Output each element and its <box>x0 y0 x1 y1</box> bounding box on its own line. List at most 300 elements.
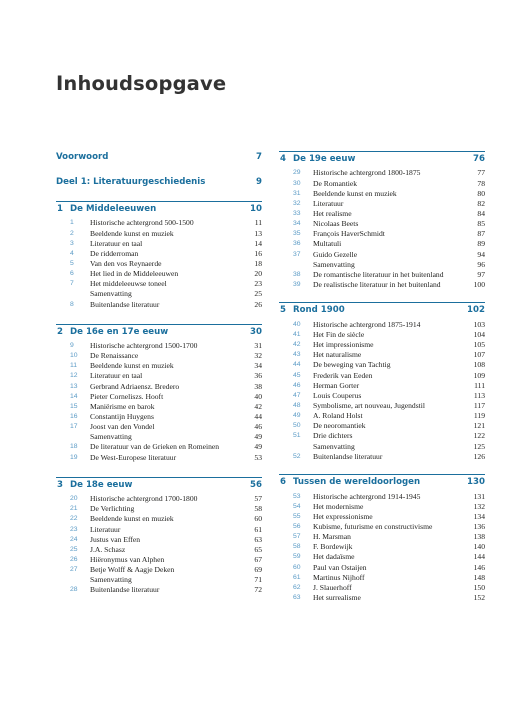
toc-entry[interactable] <box>279 573 485 583</box>
toc-entry-title: Buitenlandse literatuur <box>90 299 160 309</box>
toc-entry-number: 23 <box>70 525 78 533</box>
toc-entry[interactable] <box>279 239 485 249</box>
toc-entry[interactable] <box>279 542 485 552</box>
toc-entry-title: De romantische literatuur in het buitenland <box>313 269 444 279</box>
toc-entry[interactable] <box>56 494 262 504</box>
toc-entry-title: Drie dichters <box>313 431 353 441</box>
toc-entry-number: 7 <box>70 280 74 288</box>
toc-entry-title: Louis Couperus <box>313 390 362 400</box>
toc-entry-page: 23 <box>254 279 262 289</box>
toc-entry[interactable] <box>56 422 262 432</box>
toc-entry-page: 14 <box>254 238 262 248</box>
toc-entry[interactable] <box>56 453 262 463</box>
toc-entry-number: 56 <box>293 523 301 531</box>
toc-entry-number: 30 <box>293 179 301 187</box>
toc-entry[interactable] <box>279 411 485 421</box>
toc-entry-title: Historische achtergrond 1914-1945 <box>313 491 421 501</box>
toc-entry[interactable] <box>279 522 485 532</box>
toc-entry-page: 60 <box>254 514 262 524</box>
toc-entry-number: 53 <box>293 492 301 500</box>
toc-entry-title: Beeldende kunst en muziek <box>90 228 174 238</box>
toc-entry-number: 9 <box>70 342 74 350</box>
chapter-heading[interactable] <box>56 477 262 493</box>
toc-entry-deel-1[interactable] <box>56 176 262 189</box>
toc-entry-number: 49 <box>293 412 301 420</box>
chapter-section <box>56 324 262 463</box>
toc-entry[interactable] <box>279 189 485 199</box>
toc-entry-number: 34 <box>293 220 301 228</box>
toc-entry[interactable] <box>56 259 262 269</box>
toc-entry-page: 148 <box>473 572 485 582</box>
toc-entry-title: Frederik van Eeden <box>313 370 373 380</box>
toc-entry[interactable] <box>56 279 262 289</box>
toc-entry-number: 39 <box>293 280 301 288</box>
toc-entry-title: Paul van Ostaijen <box>313 562 367 572</box>
toc-entry-number: 58 <box>293 543 301 551</box>
toc-entry[interactable] <box>56 289 262 299</box>
page-title: Inhoudsopgave <box>56 72 227 95</box>
toc-entry[interactable] <box>279 563 485 573</box>
chapter-page: 56 <box>250 479 262 490</box>
chapter-section <box>279 151 485 290</box>
toc-entry-page: 34 <box>254 361 262 371</box>
toc-entry-title: De realistische literatuur in het buitenland <box>313 279 441 289</box>
chapter-heading[interactable] <box>56 324 262 340</box>
toc-entry-number: 19 <box>70 453 78 461</box>
toc-entry[interactable] <box>279 350 485 360</box>
toc-entry-page: 71 <box>254 575 262 585</box>
toc-entry[interactable] <box>279 360 485 370</box>
toc-entry-number: 1 <box>70 219 74 227</box>
toc-entry-number: 57 <box>293 533 301 541</box>
toc-entry-number: 55 <box>293 512 301 520</box>
toc-entry-title: Het naturalisme <box>313 350 362 360</box>
toc-entry[interactable] <box>279 199 485 209</box>
toc-entry[interactable] <box>56 218 262 228</box>
toc-entry-page: 138 <box>473 532 485 542</box>
toc-entry-title: Voorwoord <box>56 152 109 162</box>
toc-entry-number: 37 <box>293 250 301 258</box>
toc-entry-number: 59 <box>293 553 301 561</box>
toc-entry[interactable] <box>279 280 485 290</box>
toc-entry-number: 38 <box>293 270 301 278</box>
toc-entry-page: 61 <box>254 524 262 534</box>
toc-entry-title: J.A. Schasz <box>90 544 126 554</box>
toc-entry-title: Samenvatting <box>90 289 132 299</box>
toc-entry-title: De Romantiek <box>313 178 358 188</box>
toc-entry-title: Literatuur <box>90 524 121 534</box>
toc-entry[interactable] <box>279 179 485 189</box>
toc-entry-title: Beeldende kunst en muziek <box>90 514 174 524</box>
chapter-number: 1 <box>57 204 63 214</box>
chapter-heading[interactable] <box>279 474 485 490</box>
toc-entry[interactable] <box>56 555 262 565</box>
chapter-page: 30 <box>250 326 262 337</box>
toc-entry-title: Historische achtergrond 1500-1700 <box>90 341 198 351</box>
toc-entry[interactable] <box>279 583 485 593</box>
toc-entry-number: 51 <box>293 432 301 440</box>
toc-entry-title: Het middeleeuwse toneel <box>90 279 167 289</box>
toc-entry[interactable] <box>56 442 262 452</box>
toc-entry-number: 24 <box>70 535 78 543</box>
chapter-page: 130 <box>467 477 485 488</box>
chapter-title: De 18e eeuw <box>70 479 133 490</box>
toc-entry-number: 45 <box>293 371 301 379</box>
toc-entry-title: Guido Gezelle <box>313 249 358 259</box>
toc-entry-page: 20 <box>254 269 262 279</box>
toc-entry[interactable] <box>56 382 262 392</box>
toc-entry-title: De ridderroman <box>90 248 139 258</box>
front-matter <box>56 151 262 189</box>
toc-entry-page: 69 <box>254 565 262 575</box>
toc-entry-page: 111 <box>474 380 485 390</box>
toc-entry[interactable] <box>279 593 485 603</box>
toc-entry[interactable] <box>56 575 262 585</box>
toc-entry-title: Kubisme, futurisme en constructivisme <box>313 522 433 532</box>
toc-entry[interactable] <box>279 421 485 431</box>
toc-entry-title: Maniërisme en barok <box>90 401 155 411</box>
toc-entry-number: 20 <box>70 495 78 503</box>
toc-entry-number: 22 <box>70 515 78 523</box>
toc-entry-number: 8 <box>70 300 74 308</box>
toc-entry-page: 72 <box>254 585 262 595</box>
toc-column-left <box>56 151 262 610</box>
toc-entry-number: 46 <box>293 381 301 389</box>
toc-entry-title: Beeldende kunst en muziek <box>313 188 397 198</box>
chapter-number: 5 <box>280 305 286 316</box>
toc-entry-number: 36 <box>293 240 301 248</box>
toc-entry-title: De West-Europese literatuur <box>90 452 177 462</box>
toc-entry-page: 18 <box>254 258 262 268</box>
toc-entry-page: 85 <box>477 219 485 229</box>
toc-entry-number: 25 <box>70 545 78 553</box>
toc-entry-page: 89 <box>477 239 485 249</box>
toc-entry-title: F. Bordewijk <box>313 542 353 552</box>
toc-entry-title: Historische achtergrond 500-1500 <box>90 218 194 228</box>
toc-entry-title: Het expressionisme <box>313 511 373 521</box>
chapter-number: 6 <box>280 477 286 488</box>
toc-entry-title: Het lied in de Middeleeuwen <box>90 269 179 279</box>
toc-entry-page: 119 <box>473 411 485 421</box>
toc-entry[interactable] <box>56 402 262 412</box>
toc-entry[interactable] <box>56 565 262 575</box>
toc-entry-page: 100 <box>473 279 485 289</box>
toc-entry-page: 31 <box>254 341 262 351</box>
toc-entry[interactable] <box>279 330 485 340</box>
toc-entry-title: A. Roland Holst <box>313 411 363 421</box>
toc-entry-number: 13 <box>70 382 78 390</box>
toc-entry-page: 104 <box>473 330 485 339</box>
toc-entry-title: Literatuur en taal <box>90 238 143 248</box>
toc-entry[interactable] <box>279 229 485 239</box>
toc-entry-page: 150 <box>473 582 485 592</box>
toc-entry-number: 42 <box>293 341 301 349</box>
toc-entry-page: 84 <box>477 208 485 218</box>
toc-entry-number: 33 <box>293 209 301 217</box>
toc-entry-number: 62 <box>293 583 301 591</box>
toc-entry-page: 42 <box>254 401 262 411</box>
toc-entry-number: 50 <box>293 422 301 430</box>
chapter-title: De 19e eeuw <box>293 154 356 164</box>
toc-entry-title: Multatuli <box>313 239 342 249</box>
toc-entry[interactable] <box>56 351 262 361</box>
toc-entry[interactable] <box>279 401 485 411</box>
chapter-number: 3 <box>57 479 63 490</box>
toc-entry-page: 126 <box>473 451 485 461</box>
chapter-page: 102 <box>467 305 485 316</box>
toc-entry-number: 52 <box>293 452 301 460</box>
chapter-page: 76 <box>473 154 485 164</box>
toc-entry-page: 103 <box>473 319 485 329</box>
toc-entry-page: 32 <box>254 351 262 361</box>
toc-entry[interactable] <box>279 168 485 178</box>
toc-entry-title: De beweging van Tachtig <box>313 360 391 370</box>
toc-entry[interactable] <box>56 249 262 259</box>
toc-entry-page: 77 <box>477 168 485 178</box>
toc-entry-number: 40 <box>293 320 301 328</box>
toc-entry-number: 32 <box>293 199 301 207</box>
chapter-section <box>279 302 485 461</box>
toc-entry[interactable] <box>279 502 485 512</box>
toc-entry-page: 46 <box>254 422 262 432</box>
toc-entry[interactable] <box>56 585 262 595</box>
toc-entry-title: Historische achtergrond 1700-1800 <box>90 494 198 504</box>
toc-entry-number: 12 <box>70 372 78 380</box>
toc-entry-page: 38 <box>254 381 262 391</box>
toc-entry[interactable] <box>279 381 485 391</box>
chapter-title: Rond 1900 <box>293 305 345 316</box>
toc-entry-number: 11 <box>70 362 78 370</box>
toc-entry-page: 82 <box>477 198 485 208</box>
toc-entry-title: De neoromantiek <box>313 421 366 431</box>
toc-entry-title: Samenvatting <box>313 259 355 269</box>
toc-entry-page: 13 <box>254 228 262 238</box>
toc-entry-title: Het realisme <box>313 208 352 218</box>
toc-entry-number: 28 <box>70 586 78 594</box>
toc-entry-number: 60 <box>293 563 301 571</box>
toc-entry-number: 2 <box>70 229 74 237</box>
toc-entry-title: Herman Gorter <box>313 380 360 390</box>
toc-entry-number: 6 <box>70 270 74 278</box>
toc-entry-page: 16 <box>254 248 262 258</box>
toc-entry-title: Het dadaïsme <box>313 552 355 562</box>
toc-entry-number: 18 <box>70 443 78 451</box>
toc-entry-page: 53 <box>254 452 262 462</box>
toc-entry-title: J. Slauerhoff <box>313 582 352 592</box>
toc-entry-title: Van den vos Reynaerde <box>90 258 162 268</box>
toc-entry[interactable] <box>56 545 262 555</box>
toc-entry-title: Justus van Effen <box>90 534 141 544</box>
toc-entry-number: 15 <box>70 402 78 410</box>
toc-entry-title: Literatuur <box>313 198 344 208</box>
toc-entry-number: 5 <box>70 259 74 267</box>
toc-entry-page: 57 <box>254 494 262 504</box>
toc-entry[interactable] <box>56 229 262 239</box>
toc-entry-page: 152 <box>473 593 485 603</box>
toc-entry[interactable] <box>56 371 262 381</box>
toc-entry-title: François HaverSchmidt <box>313 229 385 239</box>
toc-entry-page: 7 <box>256 152 262 162</box>
toc-entry-number: 29 <box>293 169 301 177</box>
toc-entry-title: Samenvatting <box>90 432 132 442</box>
toc-entry[interactable] <box>279 391 485 401</box>
toc-entry-page: 107 <box>473 350 485 360</box>
chapter-heading[interactable] <box>56 201 262 217</box>
toc-entry[interactable] <box>56 269 262 279</box>
toc-entry-title: Het modernisme <box>313 501 364 511</box>
chapter-number: 4 <box>280 154 286 164</box>
toc-entry-number: 47 <box>293 391 301 399</box>
toc-entry[interactable] <box>56 525 262 535</box>
toc-entry[interactable] <box>279 552 485 562</box>
toc-entry[interactable] <box>279 209 485 219</box>
toc-entry-number: 41 <box>293 331 301 338</box>
toc-entry-page: 58 <box>254 504 262 514</box>
toc-entry[interactable] <box>279 492 485 502</box>
toc-entry[interactable] <box>279 320 485 330</box>
toc-entry-title: Gerbrand Adriaensz. Bredero <box>90 381 180 391</box>
toc-entry-number: 27 <box>70 566 78 574</box>
toc-entry[interactable] <box>279 270 485 280</box>
toc-entry-page: 78 <box>477 178 485 188</box>
toc-entry-page: 65 <box>254 544 262 554</box>
toc-entry-page: 121 <box>473 421 485 431</box>
toc-entry-number: 26 <box>70 555 78 563</box>
toc-entry-title: Deel 1: Literatuurgeschiedenis <box>56 177 206 187</box>
toc-entry-page: 96 <box>477 259 485 269</box>
toc-entry[interactable] <box>56 392 262 402</box>
toc-entry-page: 67 <box>254 554 262 564</box>
toc-entry-page: 26 <box>254 299 262 309</box>
toc-entry-title: Samenvatting <box>313 441 355 451</box>
toc-entry-number: 63 <box>293 594 301 602</box>
toc-entry[interactable] <box>56 504 262 514</box>
toc-entry[interactable] <box>279 219 485 229</box>
toc-entry[interactable] <box>56 239 262 249</box>
toc-entry-page: 63 <box>254 534 262 544</box>
toc-entry-title: Het surrealisme <box>313 593 361 603</box>
toc-entry-page: 25 <box>254 289 262 299</box>
toc-entry-number: 16 <box>70 413 78 421</box>
toc-entry-title: Buitenlandse literatuur <box>313 451 383 461</box>
toc-entry-number: 17 <box>70 423 78 431</box>
toc-entry-page: 136 <box>473 522 485 532</box>
toc-entry-title: Nicolaas Beets <box>313 219 359 229</box>
toc-entry[interactable] <box>279 250 485 260</box>
toc-entry[interactable] <box>279 532 485 542</box>
toc-entry-number: 35 <box>293 230 301 238</box>
toc-entry-page: 108 <box>473 360 485 370</box>
toc-entry[interactable] <box>56 300 262 310</box>
toc-entry-page: 87 <box>477 229 485 239</box>
chapter-title: De 16e en 17e eeuw <box>70 326 169 337</box>
toc-entry-title: Joost van den Vondel <box>90 422 155 432</box>
toc-entry[interactable] <box>56 361 262 371</box>
toc-entry-page: 36 <box>254 371 262 381</box>
toc-entry-number: 10 <box>70 352 78 360</box>
toc-entry-number: 21 <box>70 505 78 513</box>
toc-entry-title: Pieter Corneliszs. Hooft <box>90 391 164 401</box>
toc-entry-voorwoord[interactable] <box>56 151 262 164</box>
toc-entry-title: Symbolisme, art nouveau, Jugendstil <box>313 400 425 410</box>
toc-entry-number: 61 <box>293 573 301 581</box>
toc-entry-page: 134 <box>473 511 485 521</box>
toc-entry-page: 146 <box>473 562 485 572</box>
toc-entry-title: Hiëronymus van Alphen <box>90 554 165 564</box>
chapter-page: 10 <box>250 204 262 214</box>
toc-entry[interactable] <box>279 431 485 441</box>
toc-entry-page: 97 <box>477 269 485 279</box>
toc-entry-page: 144 <box>473 552 485 562</box>
toc-entry-page: 105 <box>473 340 485 350</box>
chapter-heading[interactable] <box>279 302 485 318</box>
chapter-heading[interactable] <box>279 151 485 167</box>
toc-entry-page: 113 <box>473 390 485 400</box>
toc-entry[interactable] <box>279 260 485 270</box>
toc-entry-page: 125 <box>473 441 485 451</box>
toc-entry-page: 80 <box>477 188 485 198</box>
toc-entry-title: Het impressionisme <box>313 340 374 350</box>
toc-column-right <box>279 151 485 616</box>
toc-entry-title: H. Marsman <box>313 532 351 542</box>
toc-entry[interactable] <box>279 512 485 522</box>
toc-entry-page: 49 <box>254 442 262 452</box>
toc-entry-title: De Renaissance <box>90 351 139 361</box>
toc-entry[interactable] <box>279 371 485 381</box>
toc-entry-number: 48 <box>293 401 301 409</box>
toc-entry[interactable] <box>56 535 262 545</box>
toc-entry[interactable] <box>56 514 262 524</box>
toc-entry-page: 11 <box>254 218 262 228</box>
toc-entry-number: 4 <box>70 249 74 257</box>
toc-entry[interactable] <box>56 432 262 442</box>
toc-entry-title: Samenvatting <box>90 575 132 585</box>
toc-entry-number: 14 <box>70 392 78 400</box>
toc-entry[interactable] <box>56 341 262 351</box>
toc-entry[interactable] <box>279 442 485 452</box>
toc-entry-number: 3 <box>70 239 74 247</box>
toc-entry-page: 40 <box>254 391 262 401</box>
toc-entry-page: 109 <box>473 370 485 380</box>
toc-entry[interactable] <box>279 452 485 462</box>
toc-entry-page: 44 <box>254 412 262 422</box>
toc-entry-title: Buitenlandse literatuur <box>90 585 160 595</box>
toc-entry-title: De Verlichting <box>90 504 135 514</box>
toc-entry[interactable] <box>279 340 485 350</box>
chapter-section <box>56 477 262 596</box>
toc-entry-page: 122 <box>473 431 485 441</box>
toc-entry-title: Historische achtergrond 1875-1914 <box>313 319 421 329</box>
toc-entry-number: 43 <box>293 351 301 359</box>
toc-entry-page: 132 <box>473 501 485 511</box>
toc-entry-title: Beeldende kunst en muziek <box>90 361 174 371</box>
toc-entry-title: Het Fin de siècle <box>313 330 365 339</box>
toc-entry-number: 54 <box>293 502 301 510</box>
chapter-section <box>56 201 262 310</box>
toc-entry-number: 44 <box>293 361 301 369</box>
toc-entry-title: Betje Wolff & Aagje Deken <box>90 565 175 575</box>
toc-entry-title: Literatuur en taal <box>90 371 143 381</box>
toc-entry-page: 140 <box>473 542 485 552</box>
toc-entry-page: 9 <box>256 177 262 187</box>
toc-entry-page: 94 <box>477 249 485 259</box>
toc-entry-title: Historische achtergrond 1800-1875 <box>313 168 421 178</box>
toc-entry-title: Constantijn Huygens <box>90 412 154 422</box>
toc-entry-title: De literatuur van de Grieken en Romeinen <box>90 442 220 452</box>
toc-entry-number: 31 <box>293 189 301 197</box>
toc-entry-page: 131 <box>473 491 485 501</box>
toc-entry[interactable] <box>56 412 262 422</box>
